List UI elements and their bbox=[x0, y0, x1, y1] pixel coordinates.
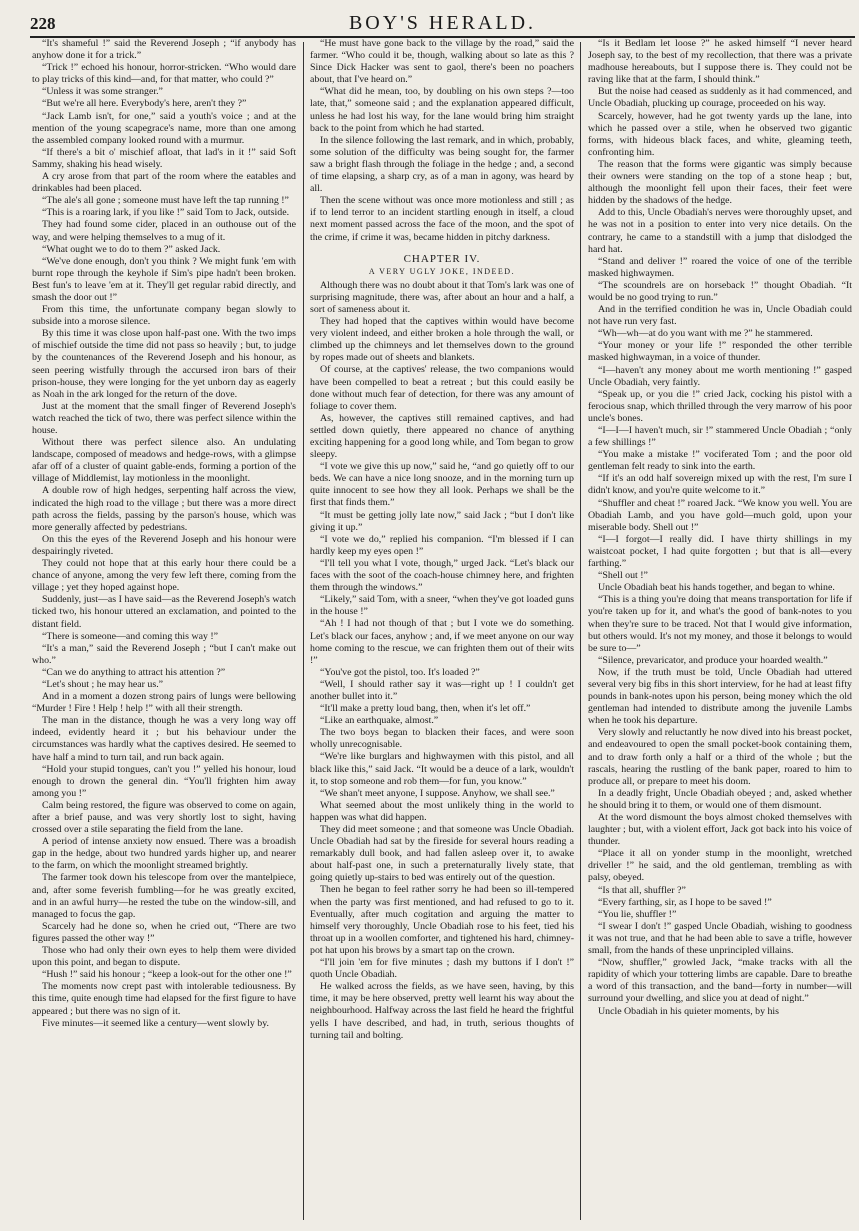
paragraph: On this the eyes of the Reverend Joseph and his honour were despairingly riveted. bbox=[32, 533, 296, 557]
paragraph: “Shuffler and cheat !” roared Jack. “We know you well. You are Obadiah Lamb, and you have gold—much gold, upon your miserable body. Shell out !” bbox=[588, 497, 852, 533]
paragraph: “Is that all, shuffler ?” bbox=[598, 884, 686, 896]
paragraph: “We shan't meet anyone, I suppose. Anyhow, we shall see.” bbox=[320, 787, 555, 799]
paragraph: “Hold your stupid tongues, can't you !” yelled his honour, loud enough to drown the general din. “You'll frighten him away among you !” bbox=[32, 763, 296, 799]
paragraph: “What did he mean, too, by doubling on his own steps ?—too late, that,” someone said ; and the explanation appeared difficult, unless he had lost his way, for the lane would bring him straight back to the point from which he had started. bbox=[310, 86, 574, 134]
paragraph: “You lie, shuffler !” bbox=[598, 908, 677, 920]
paragraph: In the silence following the last remark, and in which, probably, some solution of the difficulty was being sought for, the farmer saw a bright flash through the foliage in the hedge ; and, a second of time elapsing, a sharp cry, as of a man in agony, was heard by all. bbox=[310, 134, 574, 195]
paragraph: “Unless it was some stranger.” bbox=[42, 86, 163, 98]
paragraph: “Shell out !” bbox=[598, 570, 648, 582]
paragraph: “Like an earthquake, almost.” bbox=[320, 715, 439, 727]
paragraph: The man in the distance, though he was a very long way off indeed, evidently heard it ; but his behaviour under the circumstances was hardly what the captives desired. He seemed to have half a mind to turn tail, and run back again. bbox=[32, 715, 296, 763]
paragraph: Scarcely had he done so, when he cried out, “There are two figures passed the other way !” bbox=[32, 920, 296, 944]
paragraph: Those who had only their own eyes to help them were divided upon this point, and began to dispute. bbox=[32, 945, 296, 969]
paragraph: Without there was perfect silence also. An undulating landscape, composed of meadows and hedge-rows, with a glimpse afar off of a cluster of quaint gable-ends, forming a portion of the village of Middlemist, lay motionless in the moonlight. bbox=[32, 437, 296, 485]
right-column bbox=[588, 38, 852, 1223]
paragraph: “This is a thing you're doing that means transportation for life if you're taken up for it, and what's the good of bank-notes to you when they're sure to be traced. Not that I would give information, but others would. It's not my money, and those it belongs to would be sure to—” bbox=[588, 594, 852, 654]
paragraph: A double row of high hedges, serpenting half across the view, indicated the high road to the village ; but there was a more direct path across the fields, passing by the parson's house, which was more generally affected by pedestrians. bbox=[32, 485, 296, 533]
paragraph: “I'll tell you what I vote, though,” urged Jack. “Let's black our faces with the soot of the coach-house chimney here, and frighten them through the windows.” bbox=[310, 557, 574, 594]
paragraph: The farmer took down his telescope from over the mantelpiece, and, after some feverish fumbling—for he was greatly excited, and in an awful hurry—he rested the tube on the window-sill, and managed to focus the gap. bbox=[32, 872, 296, 920]
paragraph: Uncle Obadiah in his quieter moments, by his bbox=[598, 1005, 780, 1017]
paragraph: “It's a man,” said the Reverend Joseph ; “but I can't make out who.” bbox=[32, 642, 296, 666]
paragraph: “Ah ! I had not though of that ; but I vote we do something. Let's black our faces, anyhow ; and, if we meet anyone on our way home coming to the rescue, we can frighten them out of their wits !” bbox=[310, 618, 574, 666]
paragraph: Uncle Obadiah beat his hands together, and began to whine. bbox=[598, 582, 835, 594]
chapter-heading: CHAPTER IV. bbox=[403, 252, 481, 265]
paragraph: And in a moment a dozen strong pairs of lungs were bellowing “Murder ! Fire ! Help ! help !” with all their strength. bbox=[32, 691, 296, 715]
paragraph: “I vote we give this up now,” said he, “and go quietly off to our beds. We can have a nice long snooze, and in the morning turn up quite innocent to see how they all look. Perhaps we shall be the first that finds them.” bbox=[310, 461, 574, 509]
paragraph: In a deadly fright, Uncle Obadiah obeyed ; and, asked whether he should bring it to them, or would one of them dismount. bbox=[588, 787, 852, 811]
paragraph: “Your money or your life !” responded the other terrible masked highwayman, in a voice of thunder. bbox=[588, 340, 852, 364]
paragraph: And in the terrified condition he was in, Uncle Obadiah could not have run very fast. bbox=[588, 304, 852, 328]
paragraph: “It's shameful !” said the Reverend Joseph ; “if anybody has anyhow done it for a trick.” bbox=[32, 38, 296, 62]
paragraph: “There is someone—and coming this way !” bbox=[42, 630, 219, 642]
paragraph: “He must have gone back to the village by the road,” said the farmer. “Who could it be, though, walking about so late as this ? Since Dick Hacker was sent to gaol, there's been no poachers about, that I've heard on.” bbox=[310, 38, 574, 86]
chapter-subtitle: A VERY UGLY JOKE, INDEED. bbox=[368, 266, 516, 276]
paragraph: The reason that the forms were gigantic was simply because their owners were standing on the top of a stone heap ; but, although the moonlight fell upon their faces, their feet were hidden by the shadows of the hedge. bbox=[588, 158, 852, 207]
paragraph: “Trick !” echoed his honour, horror-stricken. “Who would dare to play tricks of this kind—and, for that matter, who could ?” bbox=[32, 62, 296, 86]
text-columns bbox=[32, 38, 854, 1223]
paragraph: They did meet someone ; and that someone was Uncle Obadiah. Uncle Obadiah had sat by the fireside for several hours reading a remarkably dull book, and had fallen asleep over it, to awake about half-past one, in such a preternaturally lively state, that going quietly up-stairs to bed was entirely out of the question. bbox=[310, 824, 574, 884]
paragraph: “Hush !” said his honour ; “keep a look-out for the other one !” bbox=[42, 969, 292, 981]
middle-column bbox=[310, 38, 574, 1223]
paragraph: “Silence, prevaricator, and produce your hoarded wealth.” bbox=[598, 654, 828, 666]
left-column bbox=[32, 38, 296, 1223]
paragraph: “Is it Bedlam let loose ?” he asked himself “I never heard Joseph say, to the best of my recollection, that there was a private madhouse hereabouts, but I suppose there is. They could not be raving like that at the farm, I should think.” bbox=[588, 38, 852, 86]
paragraph: Five minutes—it seemed like a century—went slowly by. bbox=[42, 1017, 269, 1029]
paragraph: “It must be getting jolly late now,” said Jack ; “but I don't like giving it up.” bbox=[310, 509, 574, 533]
paragraph: “Let's shout ; he may hear us.” bbox=[42, 678, 164, 690]
paragraph: “Stand and deliver !” roared the voice of one of the terrible masked highwaymen. bbox=[588, 255, 852, 279]
paragraph: A cry arose from that part of the room where the eatables and drinkables had been placed. bbox=[32, 171, 296, 195]
paragraph: By this time it was close upon half-past one. With the two imps of mischief outside the time did not pass so heavily ; but, to judge by the countenances of the Reverend Joseph and his honour, as seen peering wistfully through the accursed iron bars of their prison-house, they were longing for the yet unborn day as eagerly as Noah in the ark longed for the return of the dove. bbox=[32, 328, 296, 400]
paragraph: “I—haven't any money about me worth mentioning !” gasped Uncle Obadiah, very faintly. bbox=[588, 364, 852, 388]
paragraph: “Speak up, or you die !” cried Jack, cocking his pistol with a ferocious snap, which thrilled through the very marrow of his poor uncle's bones. bbox=[588, 388, 852, 424]
paragraph: Very slowly and reluctantly he now dived into his breast pocket, and endeavoured to open the small pocket-book containing them, and to draw forth only a half or a third of the whole ; but the rascals, hearing the rustling of the bank paper, roared to him to produce all, or prepare to meet his doom. bbox=[588, 727, 852, 787]
column-rule bbox=[303, 42, 304, 1220]
paragraph: “Jack Lamb isn't, for one,” said a youth's voice ; and at the mention of the young scapegrace's name, more than one among the assembled company looked round with a murmur. bbox=[32, 110, 296, 146]
paragraph: The two boys began to blacken their faces, and were soon wholly unrecognisable. bbox=[310, 727, 574, 751]
paragraph: “I vote we do,” replied his companion. “I'm blessed if I can hardly keep my eyes open !” bbox=[310, 533, 574, 557]
paragraph: Then the scene without was once more motionless and still ; as if to lend terror to an incident startling enough in itself, a cloud next moment passed across the face of the moon, and the spot of the crime, if crime it was, became hidden in pitchy darkness. bbox=[310, 195, 574, 243]
paragraph: A period of intense anxiety now ensued. There was a broadish gap in the hedge, about two hundred yards higher up, and nearer to the farm, on which the moonlight streamed brightly. bbox=[32, 836, 296, 872]
paragraph: “Place it all on yonder stump in the moonlight, wretched driveller !” he said, and the old gentleman, trembling as with palsy, obeyed. bbox=[588, 848, 852, 884]
paragraph: At the word dismount the boys almost choked themselves with laughter ; but, with a violent effort, Jack got back into his voice of thunder. bbox=[588, 812, 852, 848]
paragraph: “Well, I should rather say it was—right up ! I couldn't get another bullet into it.” bbox=[310, 678, 574, 702]
paragraph: “I—I—I haven't much, sir !” stammered Uncle Obadiah ; “only a few shillings !” bbox=[588, 425, 852, 449]
paragraph: From this time, the unfortunate company began slowly to subside into a morose silence. bbox=[32, 304, 296, 328]
masthead-title: BOY'S HERALD. bbox=[348, 12, 537, 34]
paragraph: He walked across the fields, as we have seen, having, by this time, it may be here observed, pretty well learnt his way about the neighbourhood. Halfway across the last field he heard the frightful yells I have described, and had, in truth, serious thoughts of turning tail and bolting. bbox=[310, 981, 574, 1041]
paragraph: “We've done enough, don't you think ? We might funk 'em with burnt rope through the keyhole if Sim's pipe hadn't been broken. Best fun's to leave 'em at it. They'll get regular rabid directly, and smash the door out !” bbox=[32, 255, 296, 303]
paragraph: “You make a mistake !” vociferated Tom ; and the poor old gentleman felt ready to sink into the earth. bbox=[588, 449, 852, 473]
paragraph: Then he began to feel rather sorry he had been so ill-tempered when the party was first mentioned, and had refused to go to it. Eventually, after much cogitation and arguing the matter to himself very thoroughly, Uncle Obadiah rose to his feet, tied his throat up in a woollen comforter, and tightened his hard, chimney-pot hat upon his brows by a smart tap on the crown. bbox=[310, 884, 574, 956]
paragraph: “What ought we to do to them ?” asked Jack. bbox=[42, 243, 221, 255]
paragraph: “I—I forgot—I really did. I have thirty shillings in my waistcoat pocket, I had quite forgotten ; but that is all—every farthing.” bbox=[588, 533, 852, 570]
paragraph: Scarcely, however, had he got twenty yards up the lane, into which he passed over a stile, when he observed two gigantic forms, with hideous black faces, and white, gleaming teeth, confronting him. bbox=[588, 110, 852, 158]
paragraph: “If it's an odd half sovereign mixed up with the rest, I'm sure I didn't know, and you're quite welcome to it.” bbox=[588, 473, 852, 497]
paragraph: But the noise had ceased as suddenly as it had commenced, and Uncle Obadiah, plucking up courage, proceeded on his way. bbox=[588, 86, 852, 110]
paragraph: Although there was no doubt about it that Tom's lark was one of surprising magnitude, there was, after about an hour and a half, a sort of sameness about it. bbox=[310, 279, 574, 315]
paragraph: The moments now crept past with intolerable tediousness. By this time, quite enough time had elapsed for the first figure to have appeared ; but there was no sign of it. bbox=[32, 981, 296, 1017]
paragraph: “Every farthing, sir, as I hope to be saved !” bbox=[598, 896, 772, 908]
column-rule bbox=[580, 42, 581, 1220]
paragraph: They had hoped that the captives within would have become very violent indeed, and either broken a hole through the wall, or climbed up the chimneys and let themselves down to the ground by ropes made out of sheets and blankets. bbox=[310, 316, 574, 364]
paragraph: “Can we do anything to attract his attention ?” bbox=[42, 666, 226, 678]
paragraph: “I'll join 'em for five minutes ; dash my buttons if I don't !” quoth Uncle Obadiah. bbox=[310, 957, 574, 981]
paragraph: As, however, the captives still remained captives, and had settled down quietly, there appeared no chance of anything exciting happening for a good long while, and Tom began to grow sleepy. bbox=[310, 412, 574, 461]
paragraph: Suddenly, just—as I have said—as the Reverend Joseph's watch ticked two, his honour uttered an exclamation, and pointed to the distant field. bbox=[32, 594, 296, 630]
paragraph: “The scoundrels are on horseback !” thought Obadiah. “It would be no good trying to run.” bbox=[588, 279, 852, 303]
paragraph: “Now, shuffler,” growled Jack, “make tracks with all the rapidity of which your tottering limbs are capable. Dare to breathe a word of this transaction, and the band—forty in number—will surround your dwelling, and slice you at dead of night.” bbox=[588, 957, 852, 1005]
page-header bbox=[30, 8, 855, 38]
paragraph: “It'll make a pretty loud bang, then, when it's let off.” bbox=[320, 703, 531, 715]
paragraph: “You've got the pistol, too. It's loaded ?” bbox=[320, 666, 480, 678]
paragraph: “But we're all here. Everybody's here, aren't they ?” bbox=[42, 98, 247, 110]
paragraph: Calm being restored, the figure was observed to come on again, after a brief pause, and was very shortly lost to sight, having crossed over a stile separating the field from the lane. bbox=[32, 799, 296, 836]
paragraph: “I swear I don't !” gasped Uncle Obadiah, wishing to goodness it was not true, and that he had been able to save a trifle, however small, from the hands of these unprincipled villains. bbox=[588, 920, 852, 957]
middle-column-top bbox=[310, 38, 574, 244]
paragraph: “We're like burglars and highwaymen with this pistol, and all black like this,” said Jack. “It would be a deuce of a lark, wouldn't it, to stop someone and rob them—for fun, you know.” bbox=[310, 751, 574, 787]
paragraph: They had found some cider, placed in an outhouse out of the way, and were helping themselves to a mug of it. bbox=[32, 219, 296, 243]
page-number: 228 bbox=[30, 14, 56, 33]
paragraph: “Likely,” said Tom, with a sneer, “when they've got loaded guns in the house !” bbox=[310, 594, 574, 618]
paragraph: What seemed about the most unlikely thing in the world to happen was what did happen. bbox=[310, 799, 574, 823]
paragraph: “If there's a bit o' mischief afloat, that lad's in it !” said Soft Sammy, shaking his head wisely. bbox=[32, 146, 296, 170]
paragraph: “This is a roaring lark, if you like !” said Tom to Jack, outside. bbox=[42, 207, 290, 219]
paragraph: Now, if the truth must be told, Uncle Obadiah had uttered several very big fibs in this short interview, for he had at least fifty pounds in bank-notes upon his person, being money which the old gentleman had intended to distribute among the juvenile Lambs when he took his departure. bbox=[588, 666, 852, 727]
middle-column-bottom bbox=[310, 280, 574, 1042]
paragraph: They could not hope that at this early hour there could be a chance of anyone, among the very few left there, coming from the village ; yet they hoped against hope. bbox=[32, 558, 296, 594]
paragraph: Of course, at the captives' release, the two companions would have been compelled to beat a retreat ; but this could easily be done without much fear of detection, for there was any amount of foliage to cover them. bbox=[310, 364, 574, 412]
paragraph: Just at the moment that the small finger of Reverend Joseph's watch reached the tick of two, there was perfect silence within the house. bbox=[32, 400, 296, 436]
paragraph: Add to this, Uncle Obadiah's nerves were thoroughly upset, and he was not in a position to enter into very nice details. On the contrary, he came to a standstill with a jump that dislodged the hard hat. bbox=[588, 207, 852, 255]
paragraph: “Wh—wh—at do you want with me ?” he stammered. bbox=[598, 328, 813, 340]
paragraph: “The ale's all gone ; someone must have left the tap running !” bbox=[42, 195, 289, 207]
